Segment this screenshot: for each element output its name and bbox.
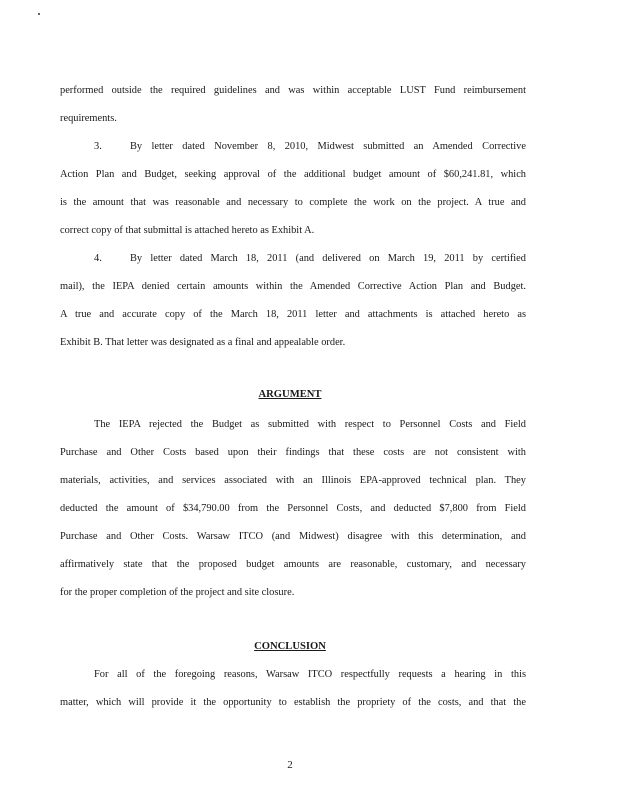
paragraph-4-first-line: [60, 252, 526, 266]
text-line: Action Plan and Budget, seeking approval of the additional budget amount of $60,241.81, which: [60, 169, 526, 180]
text-line: requirements.: [60, 113, 117, 124]
text-line: mail), the IEPA denied certain amounts within the Amended Corrective Action Plan and Budget.: [60, 281, 526, 292]
text-line: By letter dated March 18, 2011 (and delivered on March 19, 2011 by certified: [130, 253, 526, 264]
scan-speck: [38, 13, 40, 15]
text-line: affirmatively state that the proposed budget amounts are reasonable, customary, and necessary: [60, 559, 526, 570]
text-line: By letter dated November 8, 2010, Midwest submitted an Amended Corrective: [130, 141, 526, 152]
text-line: For all of the foregoing reasons, Warsaw ITCO respectfully requests a hearing in this: [94, 669, 526, 680]
text-line: is the amount that was reasonable and necessary to complete the work on the project. A true and: [60, 197, 526, 208]
text-line: for the proper completion of the project and site closure.: [60, 587, 295, 598]
paragraph-3-first-line: [60, 140, 526, 154]
text-line: Purchase and Other Costs. Warsaw ITCO (and Midwest) disagree with this determination, and: [60, 531, 526, 542]
text-line: Exhibit B. That letter was designated as a final and appealable order.: [60, 337, 346, 348]
text-line: performed outside the required guidelines and was within acceptable LUST Fund reimbursement: [60, 85, 526, 96]
text-line: The IEPA rejected the Budget as submitted with respect to Personnel Costs and Field: [94, 419, 526, 430]
conclusion-heading: CONCLUSION: [254, 641, 326, 652]
page-number: 2: [287, 759, 293, 771]
text-line: A true and accurate copy of the March 18, 2011 letter and attachments is attached hereto as: [60, 309, 526, 320]
text-line: Purchase and Other Costs based upon their findings that these costs are not consistent with: [60, 447, 526, 458]
paragraph-number: 4.: [94, 253, 102, 264]
argument-heading: ARGUMENT: [258, 389, 322, 400]
paragraph-number: 3.: [94, 141, 102, 152]
text-line: deducted the amount of $34,790.00 from the Personnel Costs, and deducted $7,800 from Field: [60, 503, 526, 514]
text-line: matter, which will provide it the opportunity to establish the propriety of the costs, and that the: [60, 697, 526, 708]
text-line: correct copy of that submittal is attached hereto as Exhibit A.: [60, 225, 315, 236]
text-line: materials, activities, and services associated with an Illinois EPA-approved technical plan. They: [60, 475, 526, 486]
